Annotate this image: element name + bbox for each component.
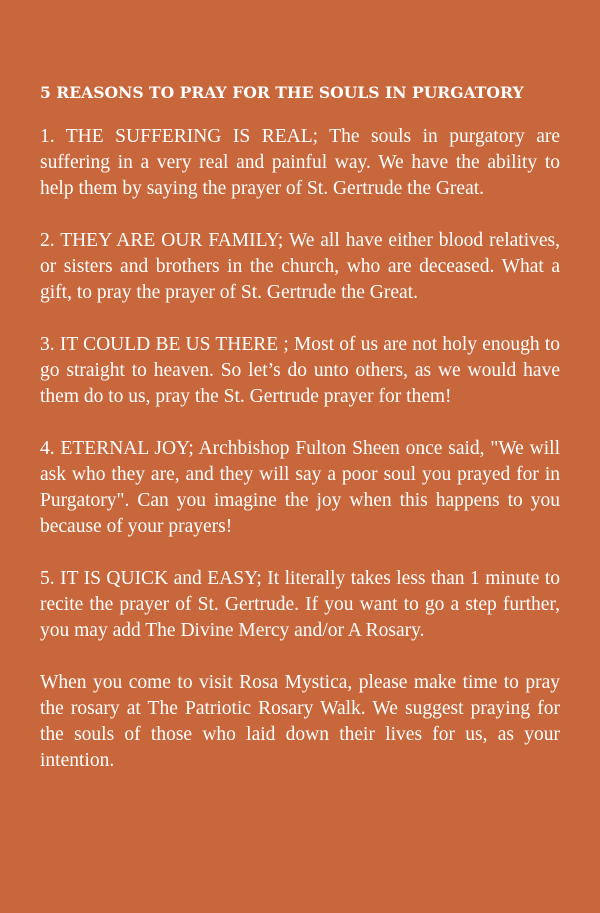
reason-2-paragraph: 2. THEY ARE OUR FAMILY; We all have either blood relatives, or sisters and brothers in the church, who are deceased. What a gift, to pray the prayer of St. Gertrude the Great. xyxy=(40,230,560,303)
reason-1-paragraph: 1. THE SUFFERING IS REAL; The souls in purgatory are suffering in a very real and painful way. We have the ability to help them by saying the prayer of St. Gertrude the Great. xyxy=(40,126,560,199)
document-title: 5 REASONS TO PRAY FOR THE SOULS IN PURGATORY xyxy=(40,83,524,102)
closing-paragraph: When you come to visit Rosa Mystica, please make time to pray the rosary at The Patriotic Rosary Walk. We suggest praying for the souls of those who laid down their lives for us, as your intention. xyxy=(40,672,560,771)
reason-3-paragraph: 3. IT COULD BE US THERE ; Most of us are not holy enough to go straight to heaven. So let’s do unto others, as we would have them do to us, pray the St. Gertrude prayer for them! xyxy=(40,334,560,407)
reason-5-paragraph: 5. IT IS QUICK and EASY; It literally takes less than 1 minute to recite the prayer of St. Gertrude. If you want to go a step further, you may add The Divine Mercy and/or A Rosary. xyxy=(40,568,560,641)
reason-4-paragraph: 4. ETERNAL JOY; Archbishop Fulton Sheen once said, "We will ask who they are, and they will say a poor soul you prayed for in Purgatory". Can you imagine the joy when this happens to you because of your prayers! xyxy=(40,438,560,537)
